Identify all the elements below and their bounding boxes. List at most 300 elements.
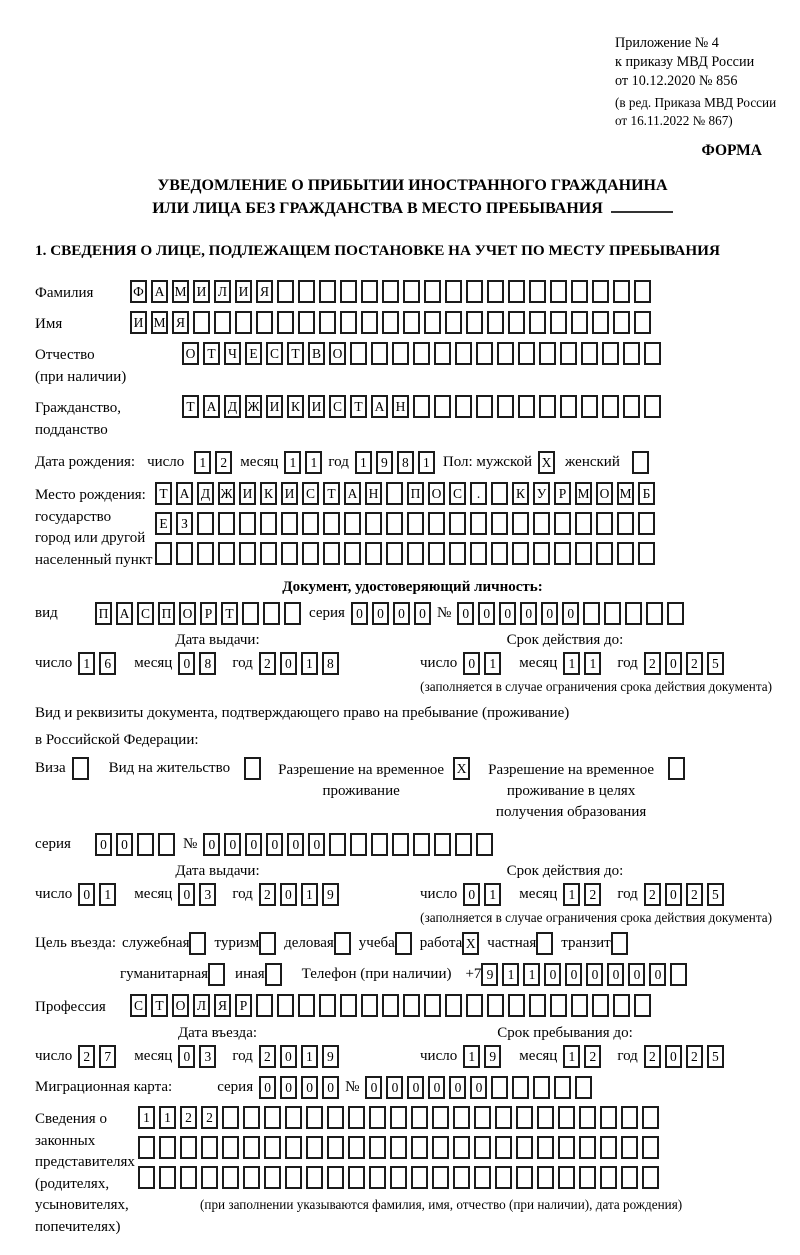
char-cell[interactable]: 2 xyxy=(686,883,703,906)
char-cell[interactable]: 1 xyxy=(305,451,322,474)
char-cell[interactable] xyxy=(298,311,315,334)
char-cell[interactable]: П xyxy=(95,602,112,625)
char-cell[interactable] xyxy=(554,512,571,535)
char-cell[interactable]: Р xyxy=(235,994,252,1017)
char-cell[interactable] xyxy=(155,542,172,565)
char-cell[interactable] xyxy=(512,1076,529,1099)
char-cell[interactable]: С xyxy=(302,482,319,505)
char-cell[interactable]: X xyxy=(538,451,555,474)
char-cell[interactable]: К xyxy=(512,482,529,505)
char-cell[interactable]: Т xyxy=(182,395,199,418)
char-cell[interactable] xyxy=(621,1166,638,1189)
char-cell[interactable] xyxy=(508,311,525,334)
char-cell[interactable] xyxy=(537,1106,554,1129)
char-cell[interactable]: 8 xyxy=(322,652,339,675)
char-cell[interactable] xyxy=(244,757,261,780)
char-cell[interactable]: С xyxy=(130,994,147,1017)
char-cell[interactable] xyxy=(602,395,619,418)
char-cell[interactable] xyxy=(495,1106,512,1129)
char-cell[interactable]: Я xyxy=(214,994,231,1017)
char-cell[interactable]: 0 xyxy=(478,602,495,625)
char-cell[interactable] xyxy=(537,1136,554,1159)
char-cell[interactable] xyxy=(218,542,235,565)
char-cell[interactable]: В xyxy=(308,342,325,365)
birth-place-cells-row2[interactable] xyxy=(155,512,655,535)
char-cell[interactable] xyxy=(138,1166,155,1189)
char-cell[interactable] xyxy=(474,1136,491,1159)
char-cell[interactable] xyxy=(533,542,550,565)
char-cell[interactable] xyxy=(667,602,684,625)
char-cell[interactable]: 9 xyxy=(481,963,498,986)
char-cell[interactable] xyxy=(193,311,210,334)
char-cell[interactable] xyxy=(277,280,294,303)
purpose-humanitarian-checkbox[interactable] xyxy=(208,963,225,986)
char-cell[interactable]: А xyxy=(203,395,220,418)
char-cell[interactable] xyxy=(382,311,399,334)
char-cell[interactable] xyxy=(180,1136,197,1159)
char-cell[interactable] xyxy=(558,1106,575,1129)
char-cell[interactable] xyxy=(369,1106,386,1129)
char-cell[interactable] xyxy=(264,1166,281,1189)
char-cell[interactable]: Е xyxy=(155,512,172,535)
char-cell[interactable] xyxy=(263,602,280,625)
char-cell[interactable]: 1 xyxy=(563,1045,580,1068)
char-cell[interactable] xyxy=(466,994,483,1017)
char-cell[interactable] xyxy=(302,512,319,535)
entry-year-cells[interactable] xyxy=(259,1045,339,1068)
representatives-cells-row2[interactable] xyxy=(138,1136,682,1159)
char-cell[interactable]: 0 xyxy=(287,833,304,856)
char-cell[interactable] xyxy=(644,395,661,418)
char-cell[interactable]: Д xyxy=(224,395,241,418)
char-cell[interactable] xyxy=(613,280,630,303)
char-cell[interactable]: 2 xyxy=(78,1045,95,1068)
char-cell[interactable] xyxy=(432,1106,449,1129)
char-cell[interactable] xyxy=(369,1136,386,1159)
char-cell[interactable] xyxy=(222,1136,239,1159)
representatives-cells-row3[interactable] xyxy=(138,1166,682,1189)
char-cell[interactable] xyxy=(180,1166,197,1189)
char-cell[interactable]: 8 xyxy=(397,451,414,474)
surname-cells[interactable] xyxy=(130,280,651,303)
char-cell[interactable] xyxy=(617,512,634,535)
char-cell[interactable]: 5 xyxy=(707,883,724,906)
birth-place-cells-row1[interactable] xyxy=(155,482,655,505)
char-cell[interactable] xyxy=(571,994,588,1017)
char-cell[interactable] xyxy=(329,833,346,856)
char-cell[interactable] xyxy=(638,542,655,565)
char-cell[interactable] xyxy=(158,833,175,856)
char-cell[interactable] xyxy=(449,542,466,565)
char-cell[interactable] xyxy=(621,1136,638,1159)
char-cell[interactable] xyxy=(218,512,235,535)
char-cell[interactable] xyxy=(575,1076,592,1099)
char-cell[interactable]: И xyxy=(281,482,298,505)
char-cell[interactable] xyxy=(319,311,336,334)
char-cell[interactable]: И xyxy=(193,280,210,303)
char-cell[interactable] xyxy=(159,1166,176,1189)
char-cell[interactable] xyxy=(476,833,493,856)
char-cell[interactable] xyxy=(344,542,361,565)
char-cell[interactable] xyxy=(264,1136,281,1159)
char-cell[interactable] xyxy=(390,1166,407,1189)
char-cell[interactable] xyxy=(350,342,367,365)
char-cell[interactable] xyxy=(625,602,642,625)
char-cell[interactable] xyxy=(208,963,225,986)
char-cell[interactable] xyxy=(529,994,546,1017)
sex-female-checkbox[interactable] xyxy=(632,451,649,474)
char-cell[interactable] xyxy=(575,542,592,565)
char-cell[interactable]: 9 xyxy=(322,883,339,906)
char-cell[interactable]: С xyxy=(449,482,466,505)
char-cell[interactable] xyxy=(592,280,609,303)
char-cell[interactable] xyxy=(516,1106,533,1129)
residence-number-cells[interactable] xyxy=(203,833,493,856)
purpose-official-checkbox[interactable] xyxy=(189,932,206,955)
char-cell[interactable]: С xyxy=(329,395,346,418)
char-cell[interactable]: Т xyxy=(151,994,168,1017)
char-cell[interactable]: 0 xyxy=(428,1076,445,1099)
char-cell[interactable] xyxy=(138,1136,155,1159)
char-cell[interactable]: 2 xyxy=(584,883,601,906)
char-cell[interactable] xyxy=(512,542,529,565)
char-cell[interactable]: 0 xyxy=(301,1076,318,1099)
char-cell[interactable] xyxy=(277,994,294,1017)
doc-series-cells[interactable] xyxy=(351,602,431,625)
char-cell[interactable] xyxy=(365,512,382,535)
char-cell[interactable] xyxy=(592,311,609,334)
char-cell[interactable]: Т xyxy=(221,602,238,625)
char-cell[interactable] xyxy=(428,542,445,565)
char-cell[interactable]: 9 xyxy=(322,1045,339,1068)
char-cell[interactable]: 0 xyxy=(499,602,516,625)
visa-checkbox[interactable] xyxy=(72,757,89,780)
char-cell[interactable]: 2 xyxy=(180,1106,197,1129)
char-cell[interactable] xyxy=(516,1136,533,1159)
char-cell[interactable]: 0 xyxy=(457,602,474,625)
char-cell[interactable] xyxy=(550,311,567,334)
char-cell[interactable]: М xyxy=(617,482,634,505)
char-cell[interactable] xyxy=(285,1136,302,1159)
char-cell[interactable] xyxy=(340,280,357,303)
stay-year-cells[interactable] xyxy=(644,1045,724,1068)
char-cell[interactable] xyxy=(634,311,651,334)
residence-permit-checkbox[interactable] xyxy=(244,757,261,780)
char-cell[interactable]: 3 xyxy=(199,1045,216,1068)
char-cell[interactable] xyxy=(407,512,424,535)
char-cell[interactable] xyxy=(470,542,487,565)
char-cell[interactable] xyxy=(281,512,298,535)
char-cell[interactable] xyxy=(533,512,550,535)
char-cell[interactable]: 0 xyxy=(665,652,682,675)
char-cell[interactable] xyxy=(508,994,525,1017)
char-cell[interactable] xyxy=(239,542,256,565)
char-cell[interactable]: Н xyxy=(392,395,409,418)
char-cell[interactable] xyxy=(361,311,378,334)
migration-number-cells[interactable] xyxy=(365,1076,592,1099)
char-cell[interactable] xyxy=(491,1076,508,1099)
char-cell[interactable]: Т xyxy=(203,342,220,365)
char-cell[interactable]: 0 xyxy=(95,833,112,856)
char-cell[interactable] xyxy=(243,1166,260,1189)
char-cell[interactable] xyxy=(285,1106,302,1129)
char-cell[interactable] xyxy=(395,932,412,955)
char-cell[interactable]: 0 xyxy=(544,963,561,986)
birth-place-cells-row3[interactable] xyxy=(155,542,655,565)
char-cell[interactable] xyxy=(371,833,388,856)
valid-month-cells[interactable] xyxy=(563,652,601,675)
issue-day-cells[interactable] xyxy=(78,652,116,675)
res-issue-year-cells[interactable] xyxy=(259,883,339,906)
char-cell[interactable] xyxy=(558,1166,575,1189)
char-cell[interactable]: 1 xyxy=(301,883,318,906)
char-cell[interactable]: М xyxy=(172,280,189,303)
char-cell[interactable] xyxy=(476,342,493,365)
char-cell[interactable]: 1 xyxy=(484,883,501,906)
char-cell[interactable] xyxy=(508,280,525,303)
char-cell[interactable]: Я xyxy=(256,280,273,303)
char-cell[interactable]: С xyxy=(266,342,283,365)
char-cell[interactable] xyxy=(445,280,462,303)
char-cell[interactable]: 2 xyxy=(259,883,276,906)
edu-residence-checkbox[interactable] xyxy=(668,757,685,780)
char-cell[interactable] xyxy=(596,512,613,535)
char-cell[interactable]: 0 xyxy=(322,1076,339,1099)
char-cell[interactable]: 2 xyxy=(259,1045,276,1068)
char-cell[interactable] xyxy=(403,311,420,334)
char-cell[interactable]: О xyxy=(172,994,189,1017)
char-cell[interactable] xyxy=(529,311,546,334)
char-cell[interactable] xyxy=(560,395,577,418)
char-cell[interactable] xyxy=(390,1106,407,1129)
char-cell[interactable]: 1 xyxy=(138,1106,155,1129)
char-cell[interactable]: 0 xyxy=(628,963,645,986)
char-cell[interactable] xyxy=(256,311,273,334)
char-cell[interactable] xyxy=(512,512,529,535)
patronymic-cells[interactable] xyxy=(182,342,661,365)
char-cell[interactable] xyxy=(340,994,357,1017)
char-cell[interactable] xyxy=(644,342,661,365)
char-cell[interactable]: 0 xyxy=(259,1076,276,1099)
char-cell[interactable] xyxy=(176,542,193,565)
char-cell[interactable]: 0 xyxy=(665,883,682,906)
char-cell[interactable]: 0 xyxy=(365,1076,382,1099)
char-cell[interactable] xyxy=(453,1106,470,1129)
birth-month-cells[interactable] xyxy=(284,451,322,474)
char-cell[interactable]: 2 xyxy=(686,652,703,675)
char-cell[interactable] xyxy=(529,280,546,303)
char-cell[interactable]: Т xyxy=(287,342,304,365)
char-cell[interactable] xyxy=(323,542,340,565)
char-cell[interactable]: И xyxy=(308,395,325,418)
char-cell[interactable] xyxy=(72,757,89,780)
char-cell[interactable]: 0 xyxy=(393,602,410,625)
char-cell[interactable] xyxy=(319,994,336,1017)
char-cell[interactable] xyxy=(306,1136,323,1159)
char-cell[interactable] xyxy=(449,512,466,535)
char-cell[interactable] xyxy=(242,602,259,625)
purpose-work-checkbox[interactable] xyxy=(462,932,479,955)
char-cell[interactable] xyxy=(602,342,619,365)
char-cell[interactable] xyxy=(487,994,504,1017)
char-cell[interactable] xyxy=(474,1166,491,1189)
char-cell[interactable]: 0 xyxy=(280,652,297,675)
char-cell[interactable]: 0 xyxy=(78,883,95,906)
char-cell[interactable] xyxy=(634,280,651,303)
char-cell[interactable]: 0 xyxy=(414,602,431,625)
char-cell[interactable] xyxy=(581,342,598,365)
char-cell[interactable] xyxy=(497,395,514,418)
char-cell[interactable] xyxy=(235,311,252,334)
sex-male-checkbox[interactable] xyxy=(538,451,555,474)
res-valid-year-cells[interactable] xyxy=(644,883,724,906)
char-cell[interactable] xyxy=(455,342,472,365)
char-cell[interactable]: 0 xyxy=(116,833,133,856)
char-cell[interactable] xyxy=(344,512,361,535)
char-cell[interactable]: О xyxy=(179,602,196,625)
char-cell[interactable] xyxy=(197,512,214,535)
char-cell[interactable]: 0 xyxy=(386,1076,403,1099)
char-cell[interactable] xyxy=(533,1076,550,1099)
char-cell[interactable]: С xyxy=(137,602,154,625)
char-cell[interactable] xyxy=(348,1136,365,1159)
char-cell[interactable] xyxy=(413,833,430,856)
char-cell[interactable]: 9 xyxy=(484,1045,501,1068)
char-cell[interactable]: У xyxy=(533,482,550,505)
char-cell[interactable] xyxy=(265,963,282,986)
char-cell[interactable] xyxy=(575,512,592,535)
char-cell[interactable] xyxy=(596,542,613,565)
char-cell[interactable]: 0 xyxy=(178,1045,195,1068)
char-cell[interactable]: О xyxy=(428,482,445,505)
char-cell[interactable] xyxy=(424,280,441,303)
char-cell[interactable]: К xyxy=(260,482,277,505)
char-cell[interactable] xyxy=(348,1166,365,1189)
char-cell[interactable] xyxy=(617,542,634,565)
char-cell[interactable]: 0 xyxy=(449,1076,466,1099)
char-cell[interactable] xyxy=(453,1136,470,1159)
char-cell[interactable] xyxy=(571,280,588,303)
char-cell[interactable] xyxy=(298,280,315,303)
char-cell[interactable]: 0 xyxy=(266,833,283,856)
char-cell[interactable]: 1 xyxy=(99,883,116,906)
char-cell[interactable] xyxy=(327,1106,344,1129)
char-cell[interactable]: Ж xyxy=(245,395,262,418)
char-cell[interactable] xyxy=(455,833,472,856)
char-cell[interactable]: З xyxy=(176,512,193,535)
char-cell[interactable] xyxy=(670,963,687,986)
purpose-study-checkbox[interactable] xyxy=(395,932,412,955)
char-cell[interactable]: К xyxy=(287,395,304,418)
char-cell[interactable] xyxy=(201,1166,218,1189)
char-cell[interactable] xyxy=(137,833,154,856)
char-cell[interactable] xyxy=(497,342,514,365)
char-cell[interactable] xyxy=(642,1166,659,1189)
char-cell[interactable] xyxy=(592,994,609,1017)
char-cell[interactable]: 1 xyxy=(584,652,601,675)
char-cell[interactable]: 2 xyxy=(215,451,232,474)
doc-kind-cells[interactable] xyxy=(95,602,301,625)
char-cell[interactable]: А xyxy=(371,395,388,418)
char-cell[interactable] xyxy=(516,1166,533,1189)
res-issue-month-cells[interactable] xyxy=(178,883,216,906)
char-cell[interactable]: А xyxy=(344,482,361,505)
char-cell[interactable]: 0 xyxy=(463,883,480,906)
char-cell[interactable]: 0 xyxy=(203,833,220,856)
char-cell[interactable] xyxy=(214,311,231,334)
char-cell[interactable] xyxy=(579,1136,596,1159)
char-cell[interactable]: Ч xyxy=(224,342,241,365)
char-cell[interactable] xyxy=(222,1166,239,1189)
char-cell[interactable] xyxy=(403,994,420,1017)
char-cell[interactable]: И xyxy=(266,395,283,418)
char-cell[interactable] xyxy=(361,994,378,1017)
char-cell[interactable] xyxy=(197,542,214,565)
char-cell[interactable] xyxy=(558,1136,575,1159)
char-cell[interactable]: 1 xyxy=(484,652,501,675)
char-cell[interactable]: Т xyxy=(350,395,367,418)
char-cell[interactable]: 1 xyxy=(523,963,540,986)
char-cell[interactable] xyxy=(350,833,367,856)
char-cell[interactable] xyxy=(539,395,556,418)
char-cell[interactable] xyxy=(407,542,424,565)
char-cell[interactable]: Я xyxy=(172,311,189,334)
char-cell[interactable]: Ж xyxy=(218,482,235,505)
char-cell[interactable] xyxy=(432,1166,449,1189)
char-cell[interactable] xyxy=(159,1136,176,1159)
char-cell[interactable]: 0 xyxy=(607,963,624,986)
profession-cells[interactable] xyxy=(130,994,651,1017)
char-cell[interactable] xyxy=(470,512,487,535)
char-cell[interactable] xyxy=(411,1166,428,1189)
char-cell[interactable] xyxy=(613,994,630,1017)
char-cell[interactable] xyxy=(453,1166,470,1189)
char-cell[interactable] xyxy=(579,1166,596,1189)
char-cell[interactable] xyxy=(277,311,294,334)
char-cell[interactable] xyxy=(434,342,451,365)
citizenship-cells[interactable] xyxy=(182,395,661,418)
char-cell[interactable]: 1 xyxy=(355,451,372,474)
char-cell[interactable]: 2 xyxy=(644,883,661,906)
char-cell[interactable] xyxy=(298,994,315,1017)
char-cell[interactable] xyxy=(581,395,598,418)
char-cell[interactable] xyxy=(284,602,301,625)
char-cell[interactable] xyxy=(554,1076,571,1099)
char-cell[interactable] xyxy=(491,512,508,535)
char-cell[interactable]: А xyxy=(151,280,168,303)
purpose-tourism-checkbox[interactable] xyxy=(259,932,276,955)
char-cell[interactable] xyxy=(243,1106,260,1129)
char-cell[interactable] xyxy=(476,395,493,418)
char-cell[interactable]: 1 xyxy=(301,1045,318,1068)
char-cell[interactable] xyxy=(642,1106,659,1129)
char-cell[interactable]: 0 xyxy=(541,602,558,625)
char-cell[interactable]: 1 xyxy=(78,652,95,675)
issue-year-cells[interactable] xyxy=(259,652,339,675)
char-cell[interactable]: Т xyxy=(323,482,340,505)
char-cell[interactable]: 0 xyxy=(351,602,368,625)
char-cell[interactable] xyxy=(306,1106,323,1129)
char-cell[interactable]: 2 xyxy=(644,652,661,675)
char-cell[interactable]: Л xyxy=(193,994,210,1017)
doc-number-cells[interactable] xyxy=(457,602,684,625)
char-cell[interactable]: 1 xyxy=(563,883,580,906)
char-cell[interactable] xyxy=(386,542,403,565)
char-cell[interactable]: П xyxy=(407,482,424,505)
char-cell[interactable]: О xyxy=(596,482,613,505)
char-cell[interactable]: И xyxy=(130,311,147,334)
char-cell[interactable] xyxy=(390,1136,407,1159)
